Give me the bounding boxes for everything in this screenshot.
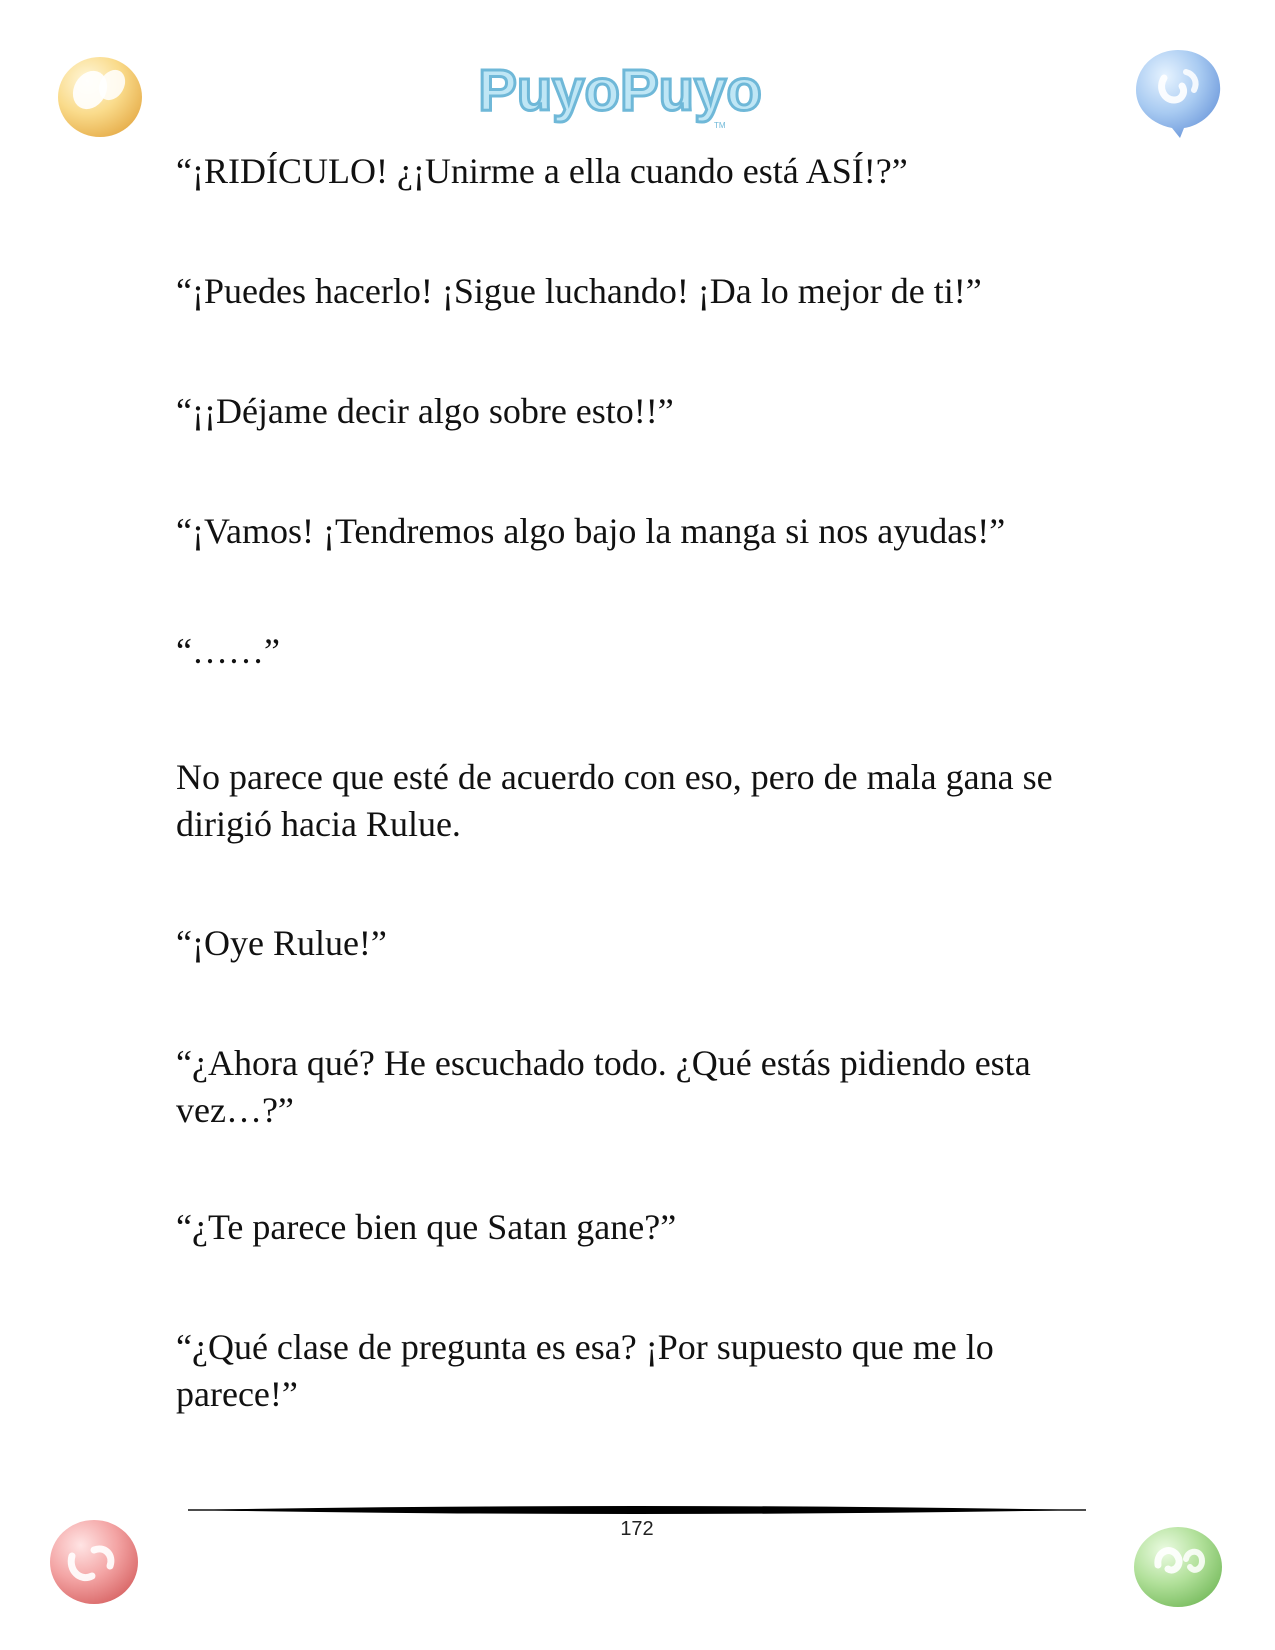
- green-puyo-icon: [1128, 1515, 1228, 1615]
- paragraph-2: “¡Puedes hacerlo! ¡Sigue luchando! ¡Da lo mejor de ti!”: [176, 271, 982, 311]
- paragraph-10: “¿Qué clase de pregunta es esa? ¡Por supuesto que me lo parece!”: [176, 1327, 994, 1414]
- paragraph-9: “¿Te parece bien que Satan gane?”: [176, 1207, 677, 1247]
- paragraph-3: “¡¡Déjame decir algo sobre esto!!”: [176, 391, 674, 431]
- logo-text: PuyoPuyo: [478, 58, 762, 123]
- blue-puyo-icon: [1128, 42, 1228, 142]
- yellow-puyo-icon: [50, 45, 150, 145]
- logo-trademark: TM: [714, 121, 726, 130]
- paragraph-1: “¡RIDÍCULO! ¿¡Unirme a ella cuando está ASÍ!?”: [176, 151, 908, 191]
- paragraph-6: No parece que esté de acuerdo con eso, pero de mala gana se dirigió hacia Rulue.: [176, 757, 1053, 844]
- puyopuyo-logo: [470, 52, 770, 132]
- paragraph-7: “¡Oye Rulue!”: [176, 923, 387, 963]
- red-puyo-icon: [44, 1510, 144, 1610]
- page-number: 172: [620, 1518, 654, 1540]
- footer-divider: [188, 1503, 1086, 1517]
- paragraph-5: “……”: [176, 631, 280, 671]
- paragraph-8: “¿Ahora qué? He escuchado todo. ¿Qué estás pidiendo esta vez…?”: [176, 1043, 1031, 1130]
- paragraph-4: “¡Vamos! ¡Tendremos algo bajo la manga si nos ayudas!”: [176, 511, 1006, 551]
